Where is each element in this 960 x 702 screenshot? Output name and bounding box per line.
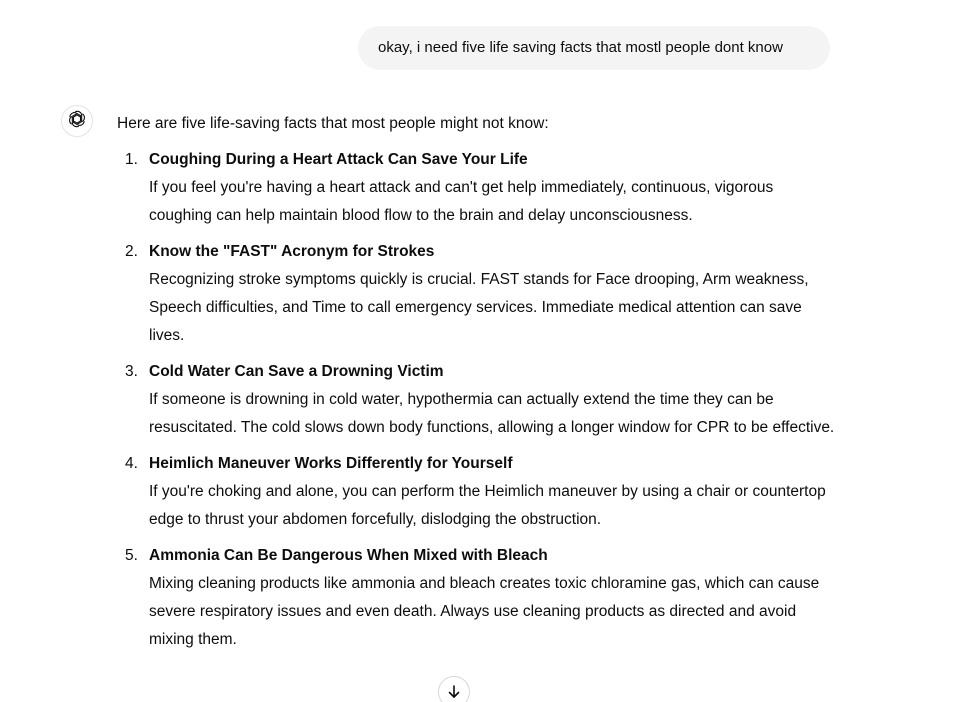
assistant-avatar — [61, 105, 93, 137]
response-intro: Here are five life-saving facts that most people might not know: — [117, 115, 549, 132]
item-number: 5. — [125, 547, 138, 564]
user-message-text: okay, i need five life saving facts that mostl people dont know — [378, 39, 783, 56]
item-number: 4. — [125, 455, 138, 472]
item-body: Mixing cleaning products like ammonia and bleach creates toxic chloramine gas, which can cause severe respiratory issues and even death. Always use cleaning products as directed and avoid mixing them. — [149, 575, 820, 648]
arrow-down-icon — [446, 684, 462, 702]
list-item — [117, 146, 837, 230]
item-body: If you feel you're having a heart attack and can't get help immediately, continuous, vigorous coughing can help maintain blood flow to the brain and delay unconsciousness. — [149, 179, 774, 224]
user-message-bubble — [358, 26, 830, 70]
facts-list — [117, 146, 837, 654]
list-item — [117, 238, 837, 350]
item-body: If you're choking and alone, you can perform the Heimlich maneuver by using a chair or countertop edge to thrust your abdomen forcefully, dislodging the obstruction. — [149, 483, 826, 528]
item-number: 2. — [125, 243, 138, 260]
item-body: If someone is drowning in cold water, hypothermia can actually extend the time they can be resuscitated. The cold slows down body functions, allowing a longer window for CPR to be effective. — [149, 391, 835, 436]
scroll-to-bottom-button[interactable] — [438, 676, 470, 702]
item-number: 1. — [125, 151, 138, 168]
item-title: Know the "FAST" Acronym for Strokes — [149, 243, 435, 260]
item-title: Coughing During a Heart Attack Can Save Your Life — [149, 151, 528, 168]
item-title: Ammonia Can Be Dangerous When Mixed with Bleach — [149, 547, 548, 564]
openai-logo-icon — [67, 109, 87, 134]
list-item — [117, 358, 837, 442]
item-body: Recognizing stroke symptoms quickly is crucial. FAST stands for Face drooping, Arm weakness, Speech difficulties, and Time to call emergency services. Immediate medical attention can save lives. — [149, 271, 809, 344]
item-number: 3. — [125, 363, 138, 380]
assistant-response — [117, 110, 837, 662]
list-item — [117, 542, 837, 654]
item-title: Heimlich Maneuver Works Differently for Yourself — [149, 455, 513, 472]
item-title: Cold Water Can Save a Drowning Victim — [149, 363, 444, 380]
list-item — [117, 450, 837, 534]
